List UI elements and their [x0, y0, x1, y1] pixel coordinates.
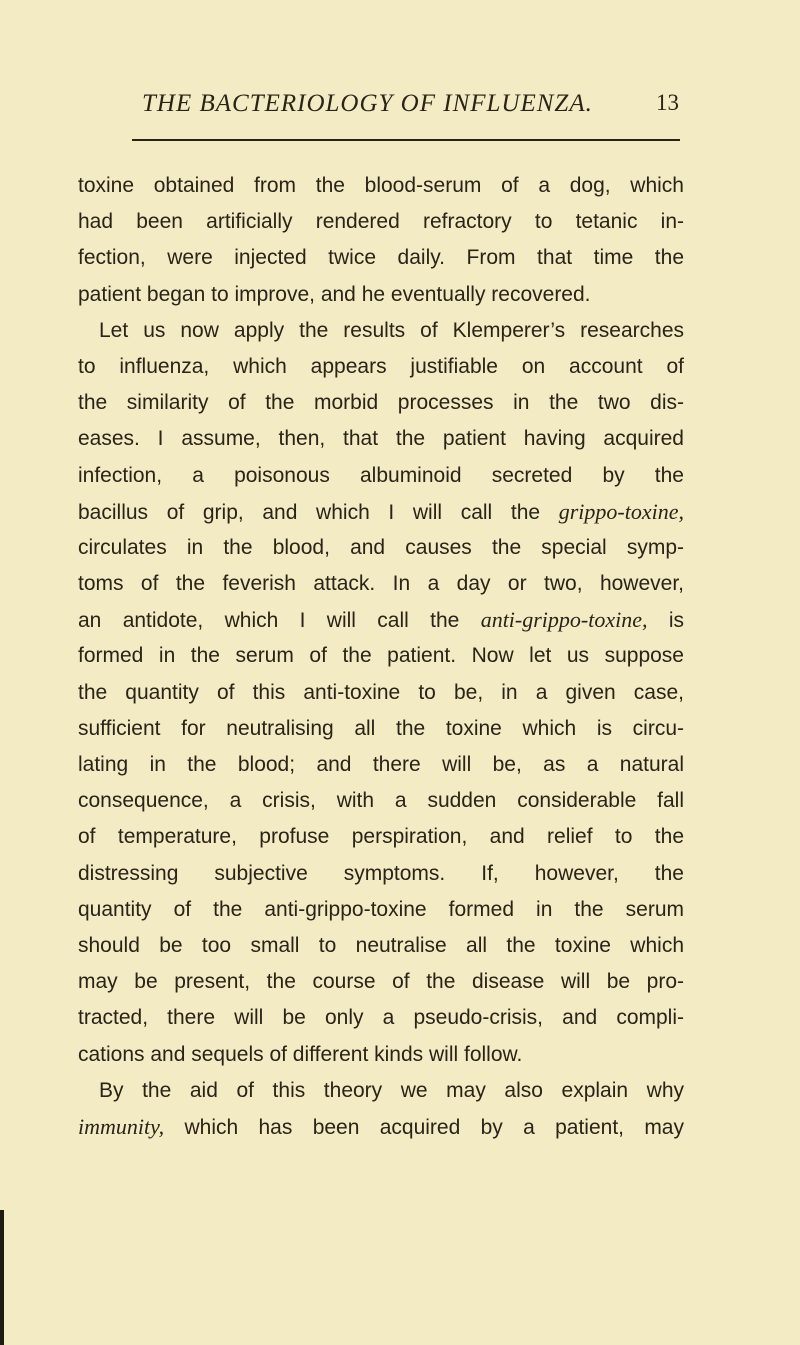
text-line: the quantity of this anti-toxine to be, in a given case, — [78, 680, 684, 704]
text-line: to influenza, which appears justifiable on account of — [78, 354, 684, 378]
body-text — [78, 168, 684, 1145]
text-line: By the aid of this theory we may also explain why — [99, 1078, 684, 1102]
text-line: infection, a poisonous albuminoid secreted by the — [78, 463, 684, 487]
text-line: distressing subjective symptoms. If, however, the — [78, 861, 684, 885]
header-rule — [132, 139, 680, 141]
text-line: eases. I assume, then, that the patient having acquired — [78, 427, 684, 451]
page-edge-shadow — [0, 1210, 4, 1345]
text-line: should be too small to neutralise all the toxine which — [78, 933, 684, 957]
text-line: of temperature, profuse perspiration, and relief to the — [78, 825, 684, 849]
text-line: may be present, the course of the disease will be pro- — [78, 970, 684, 994]
text-line: consequence, a crisis, with a sudden considerable fall — [78, 789, 684, 813]
text-line: Let us now apply the results of Klemperer’s researches — [99, 318, 684, 342]
text-line: immunity, which has been acquired by a patient, may — [78, 1113, 684, 1139]
text-line: tracted, there will be only a pseudo-crisis, and compli- — [78, 1006, 684, 1030]
italic-term-grippo-toxine: grippo-toxine, — [558, 498, 684, 524]
text-line: patient began to improve, and he eventually recovered. — [78, 282, 591, 306]
text-line: bacillus of grip, and which I will call the grippo-toxine, — [78, 498, 684, 524]
text-line: lating in the blood; and there will be, as a natural — [78, 753, 684, 776]
text-line: the similarity of the morbid processes in the two dis- — [78, 391, 684, 415]
italic-term-anti-grippo-toxine: anti-grippo-toxine, — [480, 607, 648, 633]
text-line: an antidote, which I will call the anti-grippo-toxine, is — [78, 607, 685, 633]
text-line: toxine obtained from the blood-serum of a dog, which — [78, 174, 684, 197]
text-line: toms of the feverish attack. In a day or two, however, — [78, 572, 684, 596]
text-line: quantity of the anti-grippo-toxine formed in the serum — [78, 897, 684, 921]
text-line: formed in the serum of the patient. Now let us suppose — [78, 644, 684, 668]
italic-term-immunity: immunity, — [78, 1113, 165, 1139]
text-line: cations and sequels of different kinds will follow. — [78, 1042, 523, 1066]
text-line: sufficient for neutralising all the toxine which is circu- — [78, 716, 684, 740]
text-line: circulates in the blood, and causes the special symp- — [78, 535, 684, 559]
text-line: fection, were injected twice daily. From that time the — [78, 246, 684, 270]
page-number: 13 — [656, 90, 679, 115]
page-header — [0, 90, 800, 130]
running-title: THE BACTERIOLOGY OF INFLUENZA. — [142, 90, 593, 117]
text-line: had been artificially rendered refractory to tetanic in- — [78, 210, 684, 234]
